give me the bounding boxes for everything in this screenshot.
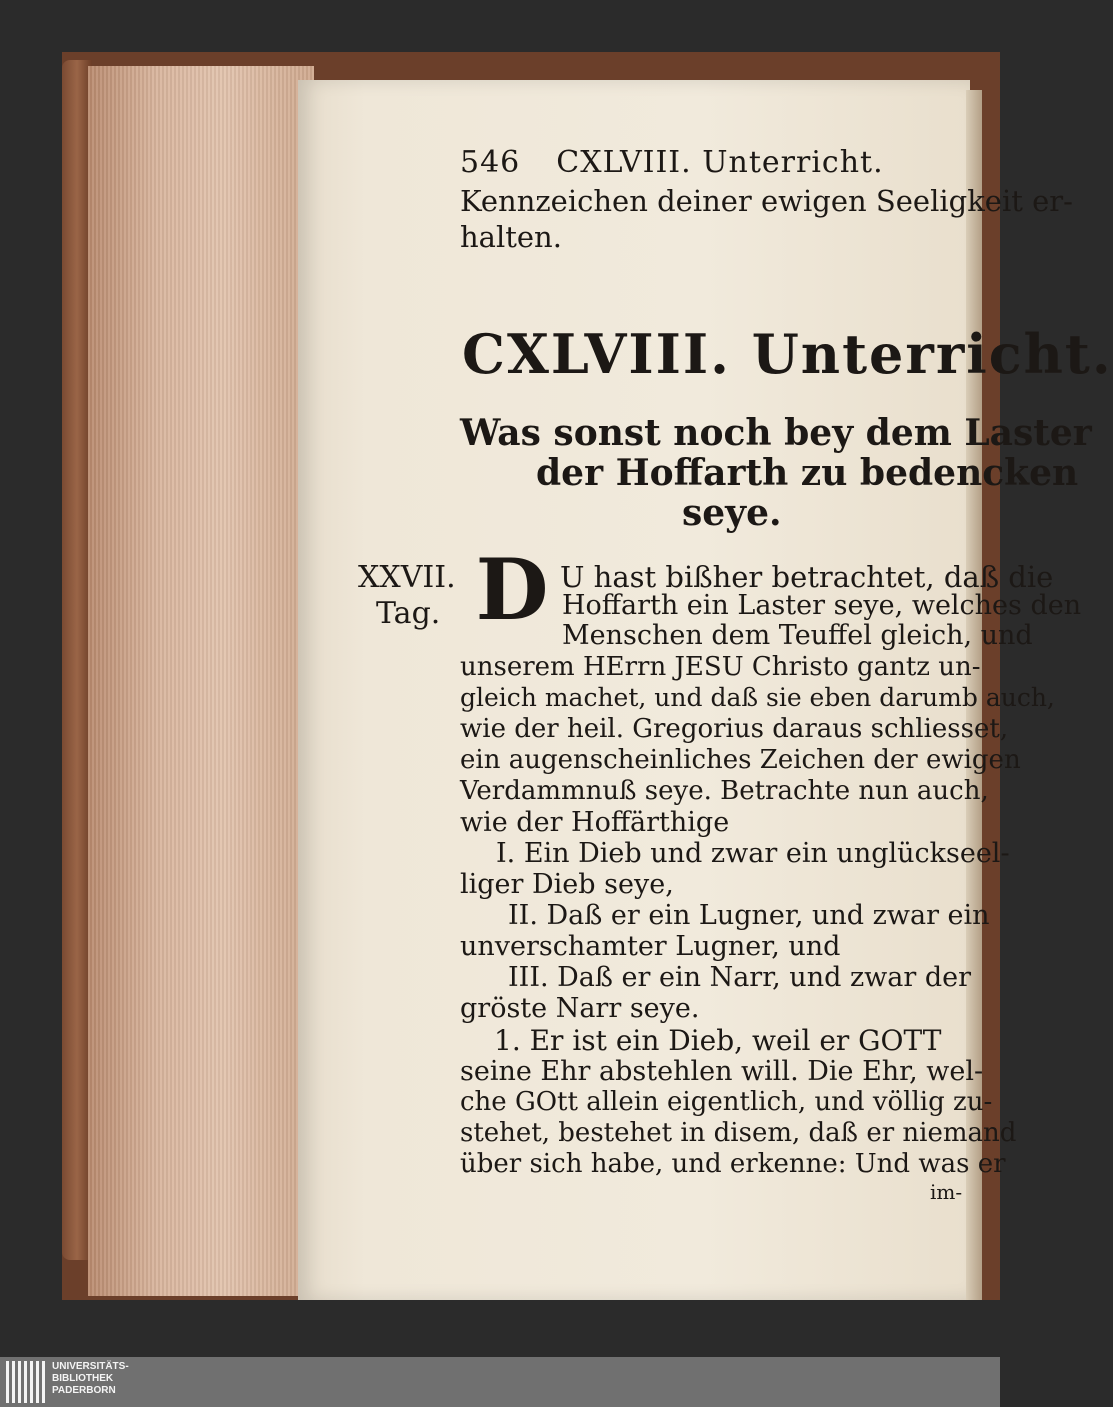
logo-line: UNIVERSITÄTS- — [52, 1361, 129, 1372]
body-line: liger Dieb seye, — [460, 869, 674, 900]
body-line: ein augenscheinliches Zeichen der ewigen — [460, 745, 1021, 775]
logo-line: BIBLIOTHEK — [52, 1373, 114, 1384]
body-line: wie der Hoffärthige — [460, 807, 730, 838]
footer-bar — [0, 1357, 1000, 1407]
carryover-line: Kennzeichen deiner ewigen Seeligkeit er- — [460, 184, 1073, 218]
chapter-title: CXLVIII. Unterricht. — [462, 322, 1113, 386]
subtitle-line: der Hoffarth zu bedencken — [536, 452, 1079, 494]
body-line: III. Daß er ein Narr, und zwar der — [508, 962, 972, 993]
running-header — [460, 145, 884, 180]
body-line: unverschamter Lugner, und — [460, 931, 841, 962]
running-title: CXLVIII. Unterricht. — [556, 145, 884, 180]
page-fore-edge — [88, 66, 314, 1296]
body-line: I. Ein Dieb und zwar ein unglückseel- — [496, 838, 1010, 869]
library-logo-icon — [6, 1361, 46, 1403]
body-line: II. Daß er ein Lugner, und zwar ein — [508, 900, 990, 931]
logo-line: PADERBORN — [52, 1385, 116, 1396]
body-line: seine Ehr abstehlen will. Die Ehr, wel- — [460, 1056, 984, 1087]
drop-capital: D — [475, 540, 549, 639]
subtitle-line: Was sonst noch bey dem Laster — [460, 412, 1092, 454]
library-logo-text — [52, 1361, 129, 1397]
body-line: Hoffarth ein Laster seye, welches den — [562, 590, 1082, 621]
body-line: gleich machet, und daß sie eben darumb auch, — [460, 683, 1055, 712]
body-line: gröste Narr seye. — [460, 993, 700, 1024]
body-line: 1. Er ist ein Dieb, weil er GOTT — [494, 1024, 942, 1057]
catchword: im- — [930, 1180, 963, 1204]
carryover-line: halten. — [460, 220, 562, 254]
body-line: wie der heil. Gregorius daraus schliesset, — [460, 714, 1009, 744]
margin-note-day: XXVII. — [358, 560, 456, 595]
subtitle-line: seye. — [682, 492, 782, 534]
margin-note-label: Tag. — [376, 596, 441, 631]
body-line: Verdammnuß seye. Betrachte nun auch, — [460, 776, 989, 806]
body-line: Menschen dem Teuffel gleich, und — [562, 620, 1033, 651]
page-number: 546 — [460, 145, 521, 180]
body-line: che GOtt allein eigentlich, und völlig zu- — [460, 1087, 993, 1117]
body-line: unserem HErrn JESU Christo gantz un- — [460, 652, 981, 682]
body-line: stehet, bestehet in disem, daß er niemand — [460, 1118, 1017, 1148]
body-line: U hast bißher betrachtet, daß die — [560, 560, 1054, 594]
body-line: über sich habe, und erkenne: Und was er — [460, 1149, 1006, 1179]
